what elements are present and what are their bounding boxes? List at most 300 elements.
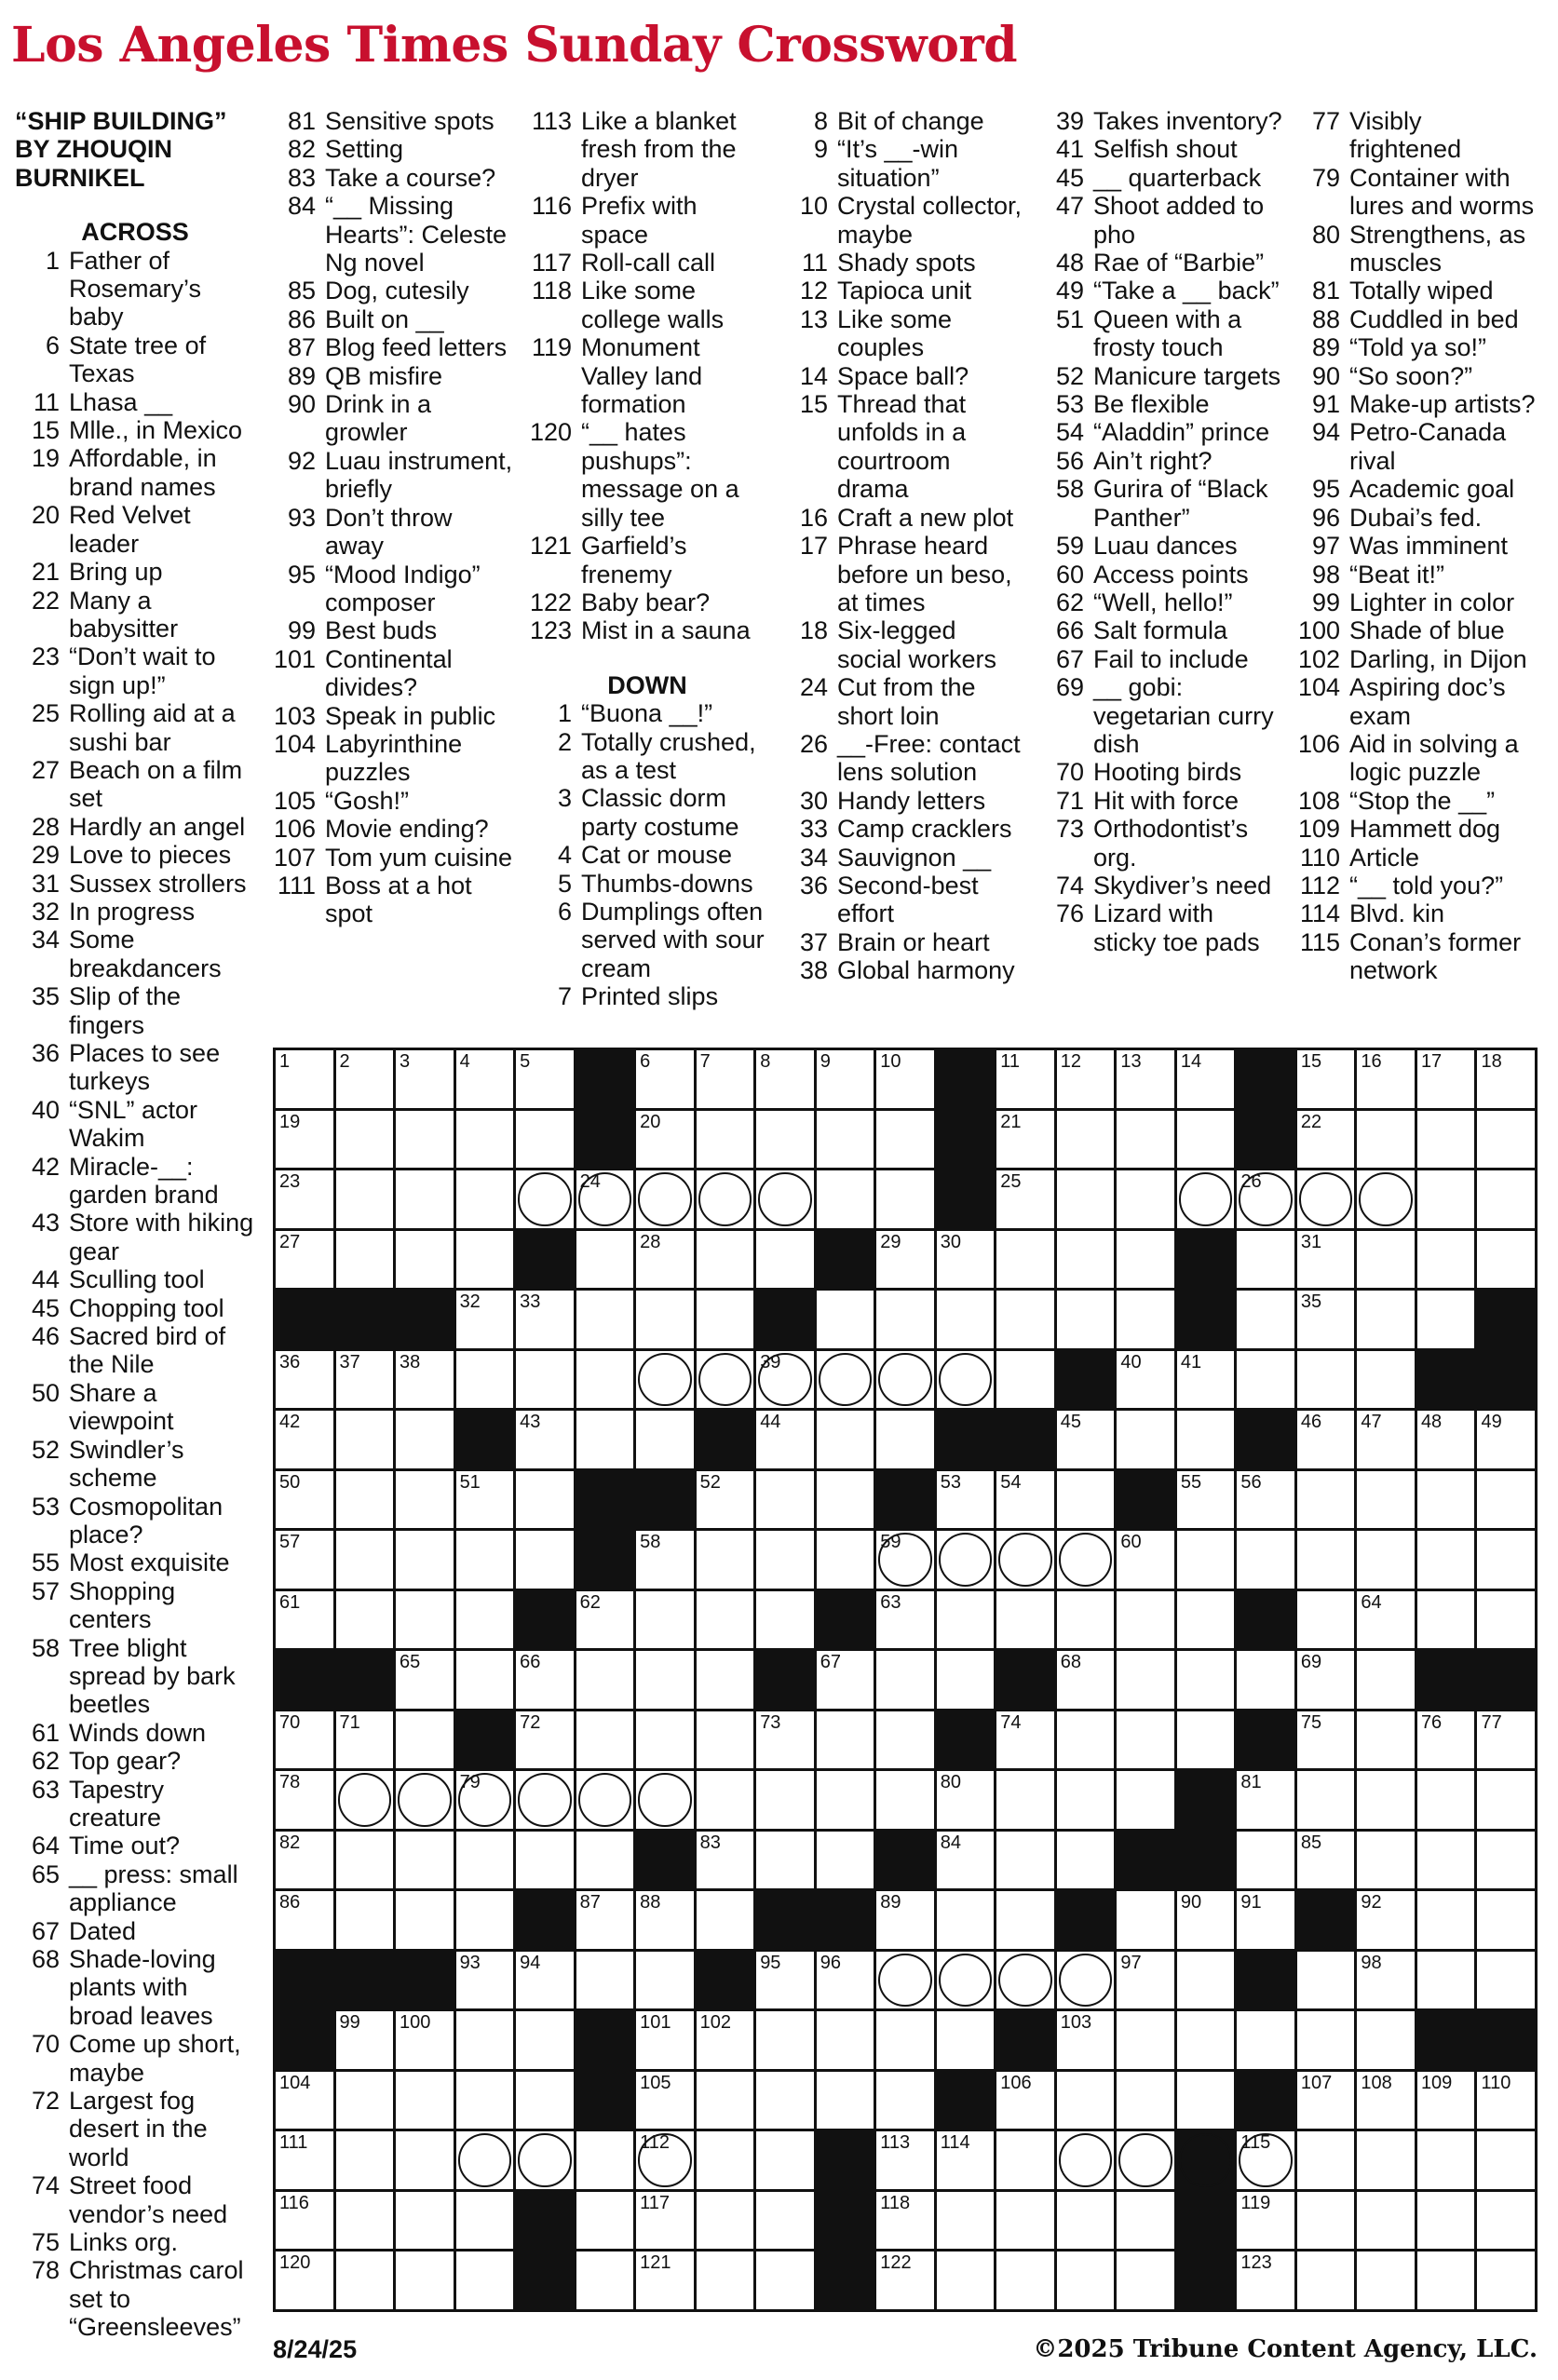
grid-square[interactable] [1177, 2072, 1235, 2130]
down-clue-106[interactable] [1292, 730, 1539, 787]
across-clue-45[interactable] [11, 1294, 259, 1322]
down-clue-4[interactable] [523, 841, 771, 869]
across-clue-89[interactable] [267, 362, 515, 390]
across-clue-83[interactable] [267, 164, 515, 192]
down-clue-60[interactable] [1036, 561, 1283, 588]
across-clue-50[interactable] [11, 1379, 259, 1436]
down-clue-80[interactable] [1292, 221, 1539, 277]
grid-square[interactable] [817, 1711, 874, 1769]
grid-square[interactable] [1057, 2192, 1115, 2250]
grid-square[interactable] [876, 1111, 934, 1169]
down-clue-69[interactable] [1036, 673, 1283, 758]
grid-square[interactable] [576, 2252, 634, 2309]
across-clue-58[interactable] [11, 1634, 259, 1719]
grid-square[interactable] [876, 1771, 934, 1829]
grid-square[interactable] [1237, 1651, 1294, 1709]
circled-square[interactable] [636, 2131, 694, 2189]
grid-square[interactable] [276, 1891, 333, 1949]
grid-square[interactable] [1117, 2192, 1174, 2250]
crossword-grid[interactable] [273, 1048, 1538, 2312]
down-clue-16[interactable] [779, 504, 1027, 532]
circled-square[interactable] [516, 1771, 574, 1829]
grid-square[interactable] [276, 2252, 333, 2309]
down-clue-53[interactable] [1036, 390, 1283, 418]
grid-square[interactable] [576, 1591, 634, 1649]
across-clue-57[interactable] [11, 1577, 259, 1634]
grid-square[interactable] [1477, 1231, 1535, 1289]
circled-square[interactable] [456, 1771, 514, 1829]
down-clue-18[interactable] [779, 616, 1027, 673]
down-clue-5[interactable] [523, 870, 771, 898]
grid-square[interactable] [937, 1591, 995, 1649]
grid-square[interactable] [1057, 1231, 1115, 1289]
circled-square[interactable] [1117, 2131, 1174, 2189]
grid-square[interactable] [937, 2011, 995, 2069]
grid-square[interactable] [336, 2252, 394, 2309]
down-clue-10[interactable] [779, 192, 1027, 249]
across-clue-72[interactable] [11, 2087, 259, 2171]
across-clue-105[interactable] [267, 787, 515, 815]
grid-square[interactable] [456, 2072, 514, 2130]
grid-square[interactable] [396, 2011, 454, 2069]
grid-square[interactable] [1297, 1351, 1355, 1409]
grid-square[interactable] [996, 1832, 1054, 1889]
grid-square[interactable] [697, 1291, 754, 1348]
grid-square[interactable] [937, 1832, 995, 1889]
across-clue-121[interactable] [523, 532, 771, 588]
grid-square[interactable] [1237, 2011, 1294, 2069]
down-clue-96[interactable] [1292, 504, 1539, 532]
grid-square[interactable] [576, 1411, 634, 1468]
grid-square[interactable] [636, 1050, 694, 1108]
grid-square[interactable] [817, 2011, 874, 2069]
grid-square[interactable] [276, 1771, 333, 1829]
grid-square[interactable] [516, 1651, 574, 1709]
circled-square[interactable] [636, 1351, 694, 1409]
grid-square[interactable] [456, 1351, 514, 1409]
grid-square[interactable] [456, 2011, 514, 2069]
down-clue-9[interactable] [779, 135, 1027, 192]
across-clue-95[interactable] [267, 561, 515, 617]
grid-square[interactable] [1057, 1471, 1115, 1529]
grid-square[interactable] [876, 1591, 934, 1649]
down-clue-17[interactable] [779, 532, 1027, 616]
grid-square[interactable] [697, 1231, 754, 1289]
grid-square[interactable] [697, 2252, 754, 2309]
grid-square[interactable] [1297, 1291, 1355, 1348]
down-clue-3[interactable] [523, 784, 771, 841]
grid-square[interactable] [396, 1591, 454, 1649]
grid-square[interactable] [1357, 1111, 1415, 1169]
grid-square[interactable] [1117, 2072, 1174, 2130]
circled-square[interactable] [576, 1170, 634, 1228]
grid-square[interactable] [336, 1351, 394, 1409]
across-clue-65[interactable] [11, 1860, 259, 1917]
grid-square[interactable] [1357, 1351, 1415, 1409]
down-clue-8[interactable] [779, 107, 1027, 135]
grid-square[interactable] [876, 2131, 934, 2189]
grid-square[interactable] [1357, 1651, 1415, 1709]
grid-square[interactable] [697, 2192, 754, 2250]
across-clue-32[interactable] [11, 898, 259, 926]
grid-square[interactable] [1237, 1471, 1294, 1529]
grid-square[interactable] [1177, 1351, 1235, 1409]
grid-square[interactable] [1417, 1050, 1475, 1108]
grid-square[interactable] [276, 1471, 333, 1529]
grid-square[interactable] [1177, 1891, 1235, 1949]
grid-square[interactable] [697, 1531, 754, 1589]
across-clue-111[interactable] [267, 872, 515, 928]
grid-square[interactable] [876, 1050, 934, 1108]
grid-square[interactable] [516, 2011, 574, 2069]
down-clue-7[interactable] [523, 982, 771, 1010]
grid-square[interactable] [336, 1591, 394, 1649]
grid-square[interactable] [817, 1832, 874, 1889]
across-clue-21[interactable] [11, 558, 259, 586]
grid-square[interactable] [636, 1591, 694, 1649]
across-clue-119[interactable] [523, 333, 771, 418]
grid-square[interactable] [336, 1411, 394, 1468]
grid-square[interactable] [516, 1952, 574, 2009]
grid-square[interactable] [1477, 1531, 1535, 1589]
grid-square[interactable] [697, 2072, 754, 2130]
grid-square[interactable] [1417, 1771, 1475, 1829]
across-clue-25[interactable] [11, 699, 259, 756]
grid-square[interactable] [817, 1050, 874, 1108]
grid-square[interactable] [636, 1952, 694, 2009]
grid-square[interactable] [1117, 1591, 1174, 1649]
grid-square[interactable] [516, 1471, 574, 1529]
grid-square[interactable] [996, 1351, 1054, 1409]
grid-square[interactable] [817, 1291, 874, 1348]
grid-square[interactable] [1057, 2072, 1115, 2130]
across-clue-99[interactable] [267, 616, 515, 644]
across-clue-104[interactable] [267, 730, 515, 787]
grid-square[interactable] [636, 2252, 694, 2309]
across-clue-52[interactable] [11, 1436, 259, 1493]
across-clue-82[interactable] [267, 135, 515, 163]
grid-square[interactable] [276, 1111, 333, 1169]
grid-square[interactable] [1297, 1771, 1355, 1829]
grid-square[interactable] [1357, 2072, 1415, 2130]
across-clue-61[interactable] [11, 1719, 259, 1747]
circled-square[interactable] [937, 1531, 995, 1589]
grid-square[interactable] [937, 2131, 995, 2189]
grid-square[interactable] [996, 1170, 1054, 1228]
grid-square[interactable] [697, 1050, 754, 1108]
grid-square[interactable] [1057, 1291, 1115, 1348]
circled-square[interactable] [1237, 2131, 1294, 2189]
grid-square[interactable] [276, 1711, 333, 1769]
down-clue-36[interactable] [779, 872, 1027, 928]
down-clue-52[interactable] [1036, 362, 1283, 390]
grid-square[interactable] [336, 1531, 394, 1589]
grid-square[interactable] [1477, 1832, 1535, 1889]
grid-square[interactable] [1357, 1411, 1415, 1468]
grid-square[interactable] [336, 1891, 394, 1949]
circled-square[interactable] [1297, 1170, 1355, 1228]
grid-square[interactable] [697, 1111, 754, 1169]
grid-square[interactable] [1117, 1351, 1174, 1409]
grid-square[interactable] [697, 1771, 754, 1829]
down-clue-49[interactable] [1036, 277, 1283, 304]
grid-square[interactable] [1297, 1411, 1355, 1468]
grid-square[interactable] [336, 1471, 394, 1529]
grid-square[interactable] [576, 1891, 634, 1949]
circled-square[interactable] [876, 1952, 934, 2009]
grid-square[interactable] [697, 1711, 754, 1769]
grid-square[interactable] [516, 2072, 574, 2130]
grid-square[interactable] [396, 1891, 454, 1949]
grid-square[interactable] [1177, 1471, 1235, 1529]
grid-square[interactable] [1357, 1471, 1415, 1529]
circled-square[interactable] [396, 1771, 454, 1829]
grid-square[interactable] [456, 1531, 514, 1589]
across-clue-106[interactable] [267, 815, 515, 843]
grid-square[interactable] [1417, 1711, 1475, 1769]
across-clue-75[interactable] [11, 2228, 259, 2256]
across-clue-11[interactable] [11, 388, 259, 416]
grid-square[interactable] [817, 1771, 874, 1829]
grid-square[interactable] [1477, 1952, 1535, 2009]
down-clue-91[interactable] [1292, 390, 1539, 418]
grid-square[interactable] [876, 1651, 934, 1709]
down-clue-99[interactable] [1292, 588, 1539, 616]
down-clue-59[interactable] [1036, 532, 1283, 560]
grid-square[interactable] [1357, 1591, 1415, 1649]
grid-square[interactable] [1477, 1050, 1535, 1108]
down-clue-45[interactable] [1036, 164, 1283, 192]
grid-square[interactable] [1117, 2011, 1174, 2069]
across-clue-117[interactable] [523, 249, 771, 277]
grid-square[interactable] [396, 2131, 454, 2189]
grid-square[interactable] [996, 2252, 1054, 2309]
grid-square[interactable] [817, 1471, 874, 1529]
across-clue-92[interactable] [267, 447, 515, 504]
grid-square[interactable] [876, 1231, 934, 1289]
grid-square[interactable] [996, 1231, 1054, 1289]
grid-square[interactable] [1297, 1591, 1355, 1649]
grid-square[interactable] [1177, 1411, 1235, 1468]
across-clue-35[interactable] [11, 982, 259, 1039]
grid-square[interactable] [756, 1952, 814, 2009]
grid-square[interactable] [817, 1952, 874, 2009]
grid-square[interactable] [937, 2252, 995, 2309]
grid-square[interactable] [456, 1651, 514, 1709]
grid-square[interactable] [817, 1111, 874, 1169]
down-clue-100[interactable] [1292, 616, 1539, 644]
grid-square[interactable] [576, 1231, 634, 1289]
grid-square[interactable] [576, 2192, 634, 2250]
grid-square[interactable] [516, 1050, 574, 1108]
grid-square[interactable] [1237, 2192, 1294, 2250]
across-clue-68[interactable] [11, 1945, 259, 2030]
down-clue-110[interactable] [1292, 844, 1539, 872]
grid-square[interactable] [1237, 1832, 1294, 1889]
grid-square[interactable] [1177, 1111, 1235, 1169]
grid-square[interactable] [1357, 1050, 1415, 1108]
grid-square[interactable] [756, 2192, 814, 2250]
across-clue-27[interactable] [11, 756, 259, 813]
grid-square[interactable] [1477, 1591, 1535, 1649]
grid-square[interactable] [1057, 1411, 1115, 1468]
down-clue-88[interactable] [1292, 305, 1539, 333]
grid-square[interactable] [636, 1411, 694, 1468]
down-clue-67[interactable] [1036, 645, 1283, 673]
across-clue-118[interactable] [523, 277, 771, 333]
across-clue-74[interactable] [11, 2171, 259, 2228]
grid-square[interactable] [456, 1050, 514, 1108]
grid-square[interactable] [276, 1351, 333, 1409]
down-clue-14[interactable] [779, 362, 1027, 390]
circled-square[interactable] [697, 1170, 754, 1228]
down-clue-15[interactable] [779, 390, 1027, 504]
grid-square[interactable] [636, 2072, 694, 2130]
across-clue-19[interactable] [11, 444, 259, 501]
down-clue-62[interactable] [1036, 588, 1283, 616]
grid-square[interactable] [1177, 1952, 1235, 2009]
across-clue-36[interactable] [11, 1039, 259, 1096]
grid-square[interactable] [276, 2131, 333, 2189]
grid-square[interactable] [996, 1111, 1054, 1169]
circled-square[interactable] [996, 1531, 1054, 1589]
grid-square[interactable] [996, 1291, 1054, 1348]
grid-square[interactable] [636, 1291, 694, 1348]
down-clue-112[interactable] [1292, 872, 1539, 899]
grid-square[interactable] [876, 1891, 934, 1949]
grid-square[interactable] [1477, 1771, 1535, 1829]
down-clue-76[interactable] [1036, 899, 1283, 956]
grid-square[interactable] [636, 1231, 694, 1289]
across-clue-113[interactable] [523, 107, 771, 192]
grid-square[interactable] [576, 1291, 634, 1348]
grid-square[interactable] [576, 1832, 634, 1889]
across-clue-29[interactable] [11, 841, 259, 869]
across-clue-40[interactable] [11, 1096, 259, 1153]
grid-square[interactable] [396, 1170, 454, 1228]
grid-square[interactable] [1417, 1471, 1475, 1529]
down-clue-79[interactable] [1292, 164, 1539, 221]
across-clue-42[interactable] [11, 1153, 259, 1210]
grid-square[interactable] [1357, 1952, 1415, 2009]
across-clue-34[interactable] [11, 926, 259, 982]
grid-square[interactable] [276, 1170, 333, 1228]
down-clue-108[interactable] [1292, 787, 1539, 815]
grid-square[interactable] [756, 1531, 814, 1589]
grid-square[interactable] [1417, 2252, 1475, 2309]
grid-square[interactable] [516, 1531, 574, 1589]
grid-square[interactable] [1417, 2072, 1475, 2130]
circled-square[interactable] [576, 1771, 634, 1829]
grid-square[interactable] [817, 2072, 874, 2130]
grid-square[interactable] [1237, 1351, 1294, 1409]
grid-square[interactable] [456, 2192, 514, 2250]
circled-square[interactable] [756, 1170, 814, 1228]
grid-square[interactable] [636, 1651, 694, 1709]
grid-square[interactable] [1057, 1651, 1115, 1709]
grid-square[interactable] [1477, 2072, 1535, 2130]
down-clue-37[interactable] [779, 928, 1027, 956]
grid-square[interactable] [996, 1471, 1054, 1529]
grid-square[interactable] [336, 2011, 394, 2069]
grid-square[interactable] [876, 1170, 934, 1228]
across-clue-84[interactable] [267, 192, 515, 277]
grid-square[interactable] [756, 1471, 814, 1529]
grid-square[interactable] [456, 1832, 514, 1889]
grid-square[interactable] [1357, 2131, 1415, 2189]
grid-square[interactable] [636, 1891, 694, 1949]
grid-square[interactable] [1237, 1231, 1294, 1289]
grid-square[interactable] [1117, 1291, 1174, 1348]
down-clue-71[interactable] [1036, 787, 1283, 815]
down-clue-2[interactable] [523, 728, 771, 785]
grid-square[interactable] [1357, 1891, 1415, 1949]
grid-square[interactable] [756, 1050, 814, 1108]
grid-square[interactable] [636, 2192, 694, 2250]
grid-square[interactable] [1297, 1231, 1355, 1289]
grid-square[interactable] [336, 1050, 394, 1108]
across-clue-44[interactable] [11, 1265, 259, 1293]
circled-square[interactable] [516, 1170, 574, 1228]
grid-square[interactable] [456, 1952, 514, 2009]
grid-square[interactable] [1117, 1170, 1174, 1228]
across-clue-101[interactable] [267, 645, 515, 702]
across-clue-123[interactable] [523, 616, 771, 644]
grid-square[interactable] [1237, 1291, 1294, 1348]
grid-square[interactable] [456, 1891, 514, 1949]
across-clue-28[interactable] [11, 813, 259, 841]
grid-square[interactable] [1057, 1111, 1115, 1169]
down-clue-74[interactable] [1036, 872, 1283, 899]
grid-square[interactable] [516, 1411, 574, 1468]
grid-square[interactable] [336, 2072, 394, 2130]
across-clue-87[interactable] [267, 333, 515, 361]
grid-square[interactable] [876, 2192, 934, 2250]
down-clue-56[interactable] [1036, 447, 1283, 475]
grid-square[interactable] [697, 1891, 754, 1949]
grid-square[interactable] [876, 2072, 934, 2130]
grid-square[interactable] [1117, 1711, 1174, 1769]
down-clue-1[interactable] [523, 699, 771, 727]
grid-square[interactable] [817, 1411, 874, 1468]
grid-square[interactable] [636, 2011, 694, 2069]
grid-square[interactable] [1057, 1832, 1115, 1889]
across-clue-64[interactable] [11, 1832, 259, 1859]
grid-square[interactable] [1417, 1111, 1475, 1169]
grid-square[interactable] [1477, 2252, 1535, 2309]
grid-square[interactable] [1417, 1952, 1475, 2009]
grid-square[interactable] [396, 1111, 454, 1169]
down-clue-54[interactable] [1036, 418, 1283, 446]
grid-square[interactable] [817, 1531, 874, 1589]
grid-square[interactable] [276, 2192, 333, 2250]
grid-square[interactable] [1297, 1471, 1355, 1529]
down-clue-115[interactable] [1292, 928, 1539, 985]
down-clue-77[interactable] [1292, 107, 1539, 164]
grid-square[interactable] [996, 1891, 1054, 1949]
grid-square[interactable] [996, 1711, 1054, 1769]
down-clue-38[interactable] [779, 956, 1027, 984]
grid-square[interactable] [1117, 1771, 1174, 1829]
grid-square[interactable] [1177, 1591, 1235, 1649]
grid-square[interactable] [1117, 1891, 1174, 1949]
grid-square[interactable] [1417, 1832, 1475, 1889]
grid-square[interactable] [1477, 1471, 1535, 1529]
grid-square[interactable] [1357, 1771, 1415, 1829]
circled-square[interactable] [1057, 1531, 1115, 1589]
grid-square[interactable] [1117, 1952, 1174, 2009]
grid-square[interactable] [1057, 1771, 1115, 1829]
